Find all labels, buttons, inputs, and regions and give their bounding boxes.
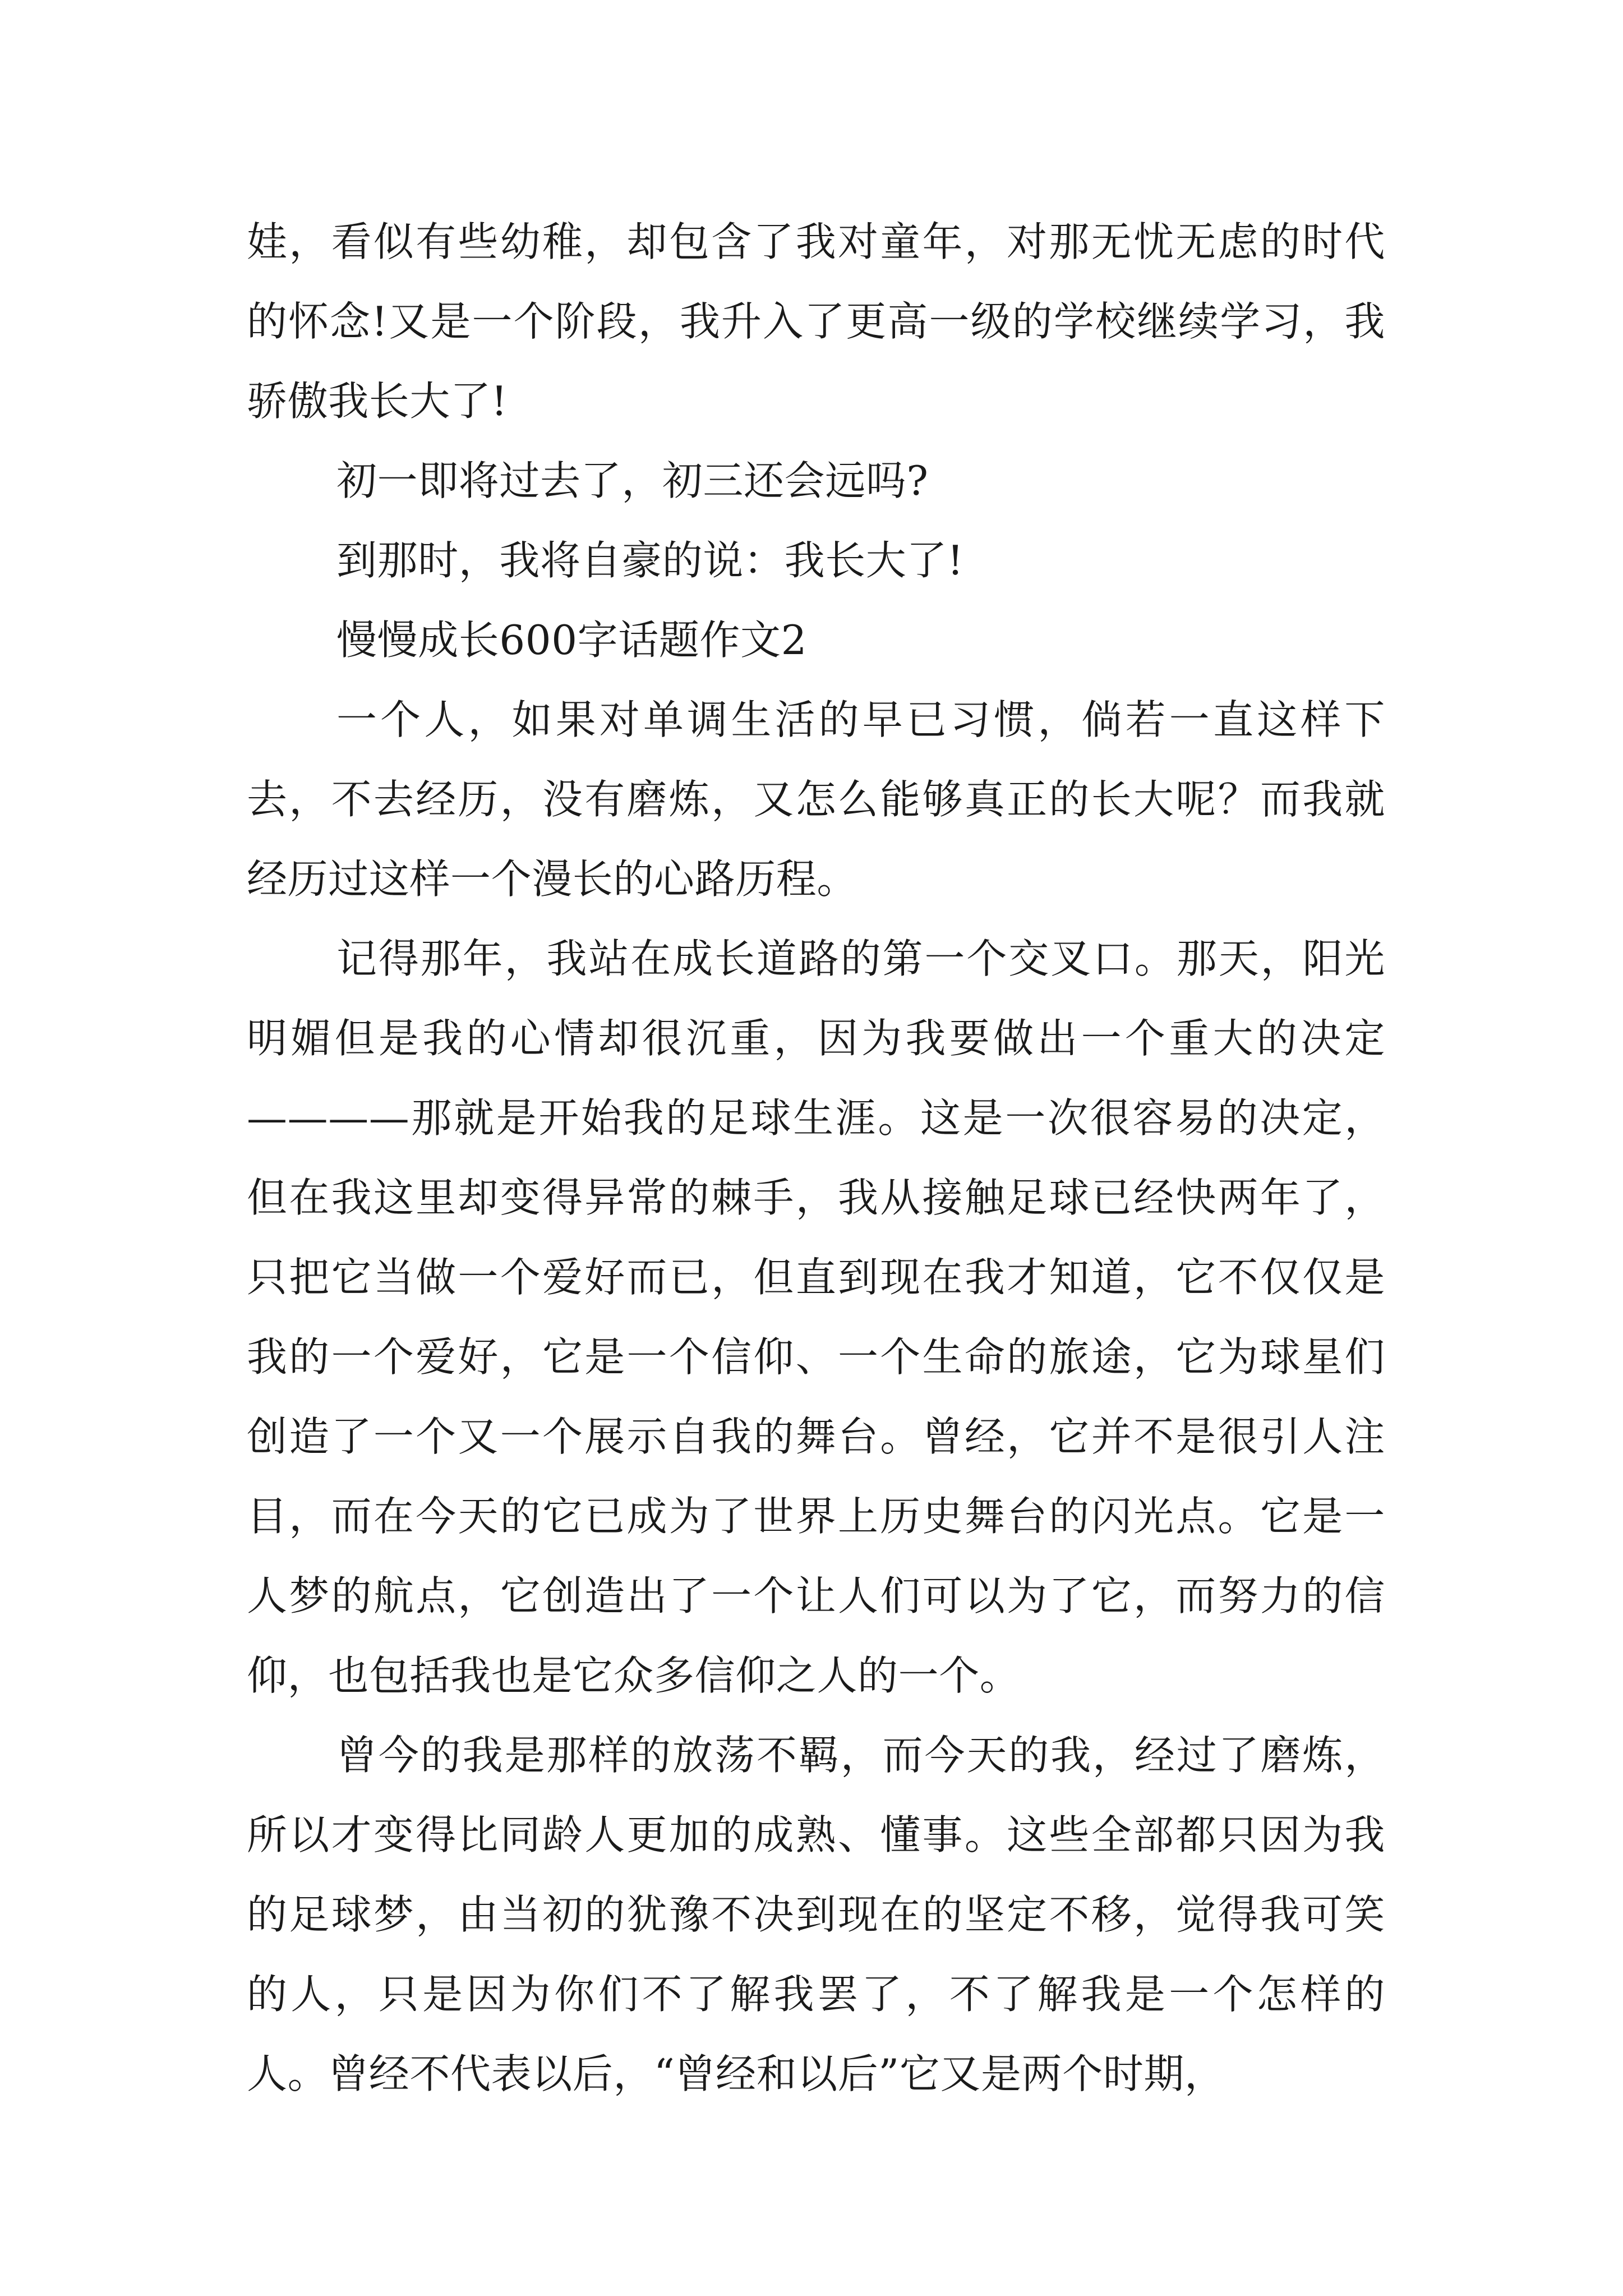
document-body	[247, 202, 1385, 2114]
section-heading: 慢慢成长600字话题作文2	[336, 616, 808, 664]
paragraph-5: 一个人，如果对单调生活的早已习惯，倘若一直这样下去，不去经历，没有磨炼，又怎么能够真正的长大呢？而我就经历过这样一个漫长的心路历程。	[247, 696, 1385, 903]
paragraph-3: 到那时，我将自豪的说：我长大了!	[336, 537, 964, 584]
paragraph-7: 曾今的我是那样的放荡不羁，而今天的我，经过了磨炼，所以才变得比同龄人更加的成熟、懂事。这些全部都只因为我的足球梦，由当初的犹豫不决到现在的坚定不移，觉得我可笑的人，只是因为你们不了解我罢了，不了解我是一个怎样的人。曾经不代表以后，“曾经和以后”它又是两个时期，	[247, 1732, 1385, 2097]
paragraph-1: 娃，看似有些幼稚，却包含了我对童年，对那无忧无虑的时代的怀念!又是一个阶段，我升入了更高一级的学校继续学习，我骄傲我长大了!	[247, 218, 1385, 425]
paragraph-6: 记得那年，我站在成长道路的第一个交叉口。那天，阳光明媚但是我的心情却很沉重，因为我要做出一个重大的决定————那就是开始我的足球生涯。这是一次很容易的决定，但在我这里却变得异常的棘手，我从接触足球已经快两年了，只把它当做一个爱好而已，但直到现在我才知道，它不仅仅是我的一个爱好，它是一个信仰、一个生命的旅途，它为球星们创造了一个又一个展示自我的舞台。曾经，它并不是很引人注目，而在今天的它已成为了世界上历史舞台的闪光点。它是一人梦的航点，它创造出了一个让人们可以为了它，而努力的信仰，也包括我也是它众多信仰之人的一个。	[247, 935, 1385, 1699]
paragraph-2: 初一即将过去了，初三还会远吗?	[336, 457, 929, 504]
